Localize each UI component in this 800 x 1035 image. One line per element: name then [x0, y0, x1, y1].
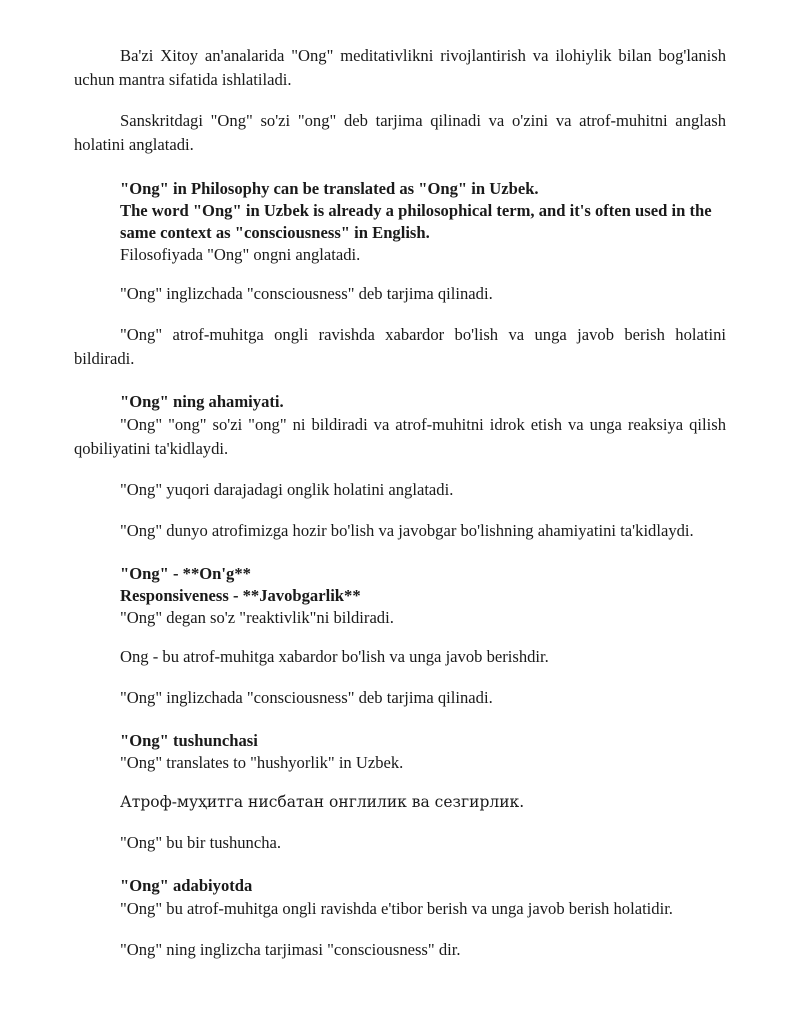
paragraph: Filosofiyada "Ong" ongni anglatadi. — [120, 245, 361, 264]
section-heading: "Ong" in Philosophy can be translated as "Ong" in Uzbek. — [120, 179, 539, 198]
paragraph: "Ong" bu bir tushuncha. — [120, 833, 282, 852]
paragraph: Ba'zi Xitoy an'analarida "Ong" meditativlikni rivojlantirish va ilohiylik bilan bog'lanish uchun mantra sifatida ishlatiladi. — [74, 46, 726, 89]
paragraph: "Ong" "ong" so'zi "ong" ni bildiradi va atrof-muhitni idrok etish va unga reaksiya qilish qobiliyatini ta'kidlaydi. — [74, 415, 726, 458]
section-heading: "Ong" - **On'g** — [120, 564, 251, 583]
paragraph: Атроф-муҳитга нисбатан онглилик ва сезгирлик. — [120, 793, 525, 811]
paragraph: "Ong" inglizchada "consciousness" deb tarjima qilinadi. — [120, 688, 493, 707]
paragraph: "Ong" dunyo atrofimizga hozir bo'lish va javobgar bo'lishning ahamiyatini ta'kidlaydi. — [120, 521, 694, 540]
section-heading: Responsiveness - **Javobgarlik** — [120, 586, 361, 605]
paragraph: "Ong" translates to "hushyorlik" in Uzbek. — [120, 753, 404, 772]
document-page — [74, 44, 726, 962]
section-heading: The word "Ong" in Uzbek is already a philosophical term, and it's often used in the same context as "consciousness" in English. — [120, 201, 712, 242]
paragraph: "Ong" yuqori darajadagi onglik holatini anglatadi. — [120, 480, 454, 499]
paragraph: "Ong" atrof-muhitga ongli ravishda xabardor bo'lish va unga javob berish holatini bildiradi. — [74, 325, 726, 368]
paragraph: "Ong" inglizchada "consciousness" deb tarjima qilinadi. — [120, 284, 493, 303]
paragraph: Ong - bu atrof-muhitga xabardor bo'lish va unga javob berishdir. — [120, 647, 549, 666]
paragraph: "Ong" ning inglizcha tarjimasi "consciousness" dir. — [120, 940, 461, 959]
paragraph: "Ong" bu atrof-muhitga ongli ravishda e'tibor berish va unga javob berish holatidir. — [120, 899, 673, 918]
paragraph: Sanskritdagi "Ong" so'zi "ong" deb tarjima qilinadi va o'zini va atrof-muhitni anglash holatini anglatadi. — [74, 111, 726, 154]
section-heading: "Ong" ning ahamiyati. — [120, 392, 284, 411]
section-heading: "Ong" tushunchasi — [120, 731, 258, 750]
section-heading: "Ong" adabiyotda — [120, 876, 253, 895]
paragraph: "Ong" degan so'z "reaktivlik"ni bildiradi. — [120, 608, 394, 627]
